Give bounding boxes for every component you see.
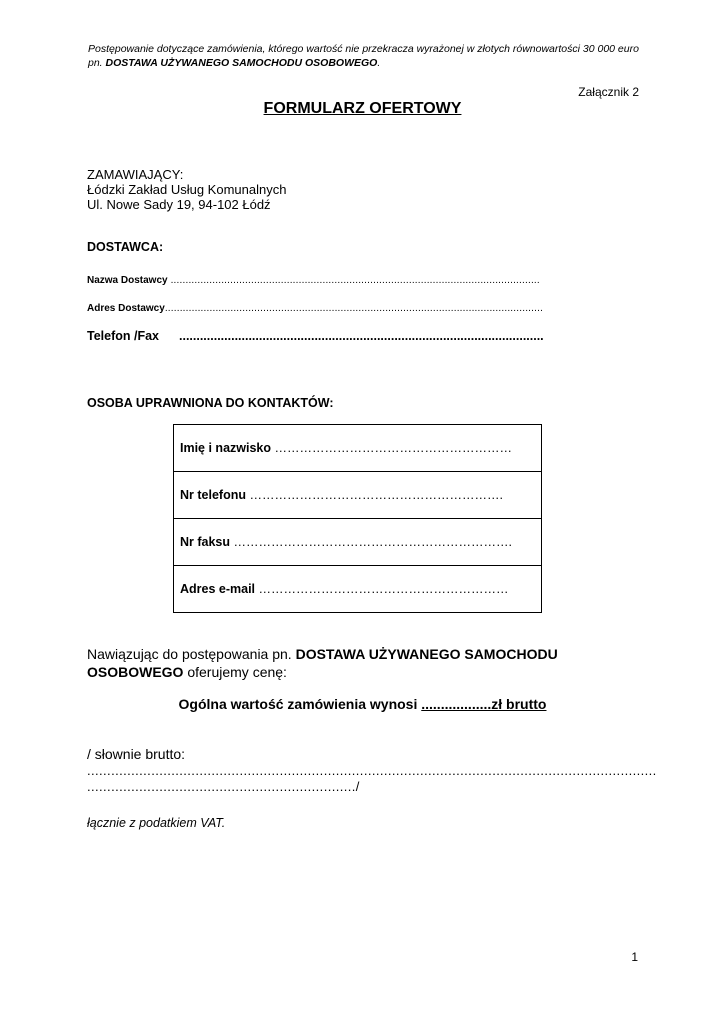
orderer-name: Łódzki Zakład Usług Komunalnych	[87, 182, 287, 197]
contact-phone-cell	[174, 472, 542, 519]
vat-note: łącznie z podatkiem VAT.	[87, 816, 226, 830]
supplier-name-label: Nazwa Dostawcy	[87, 275, 168, 286]
table-row	[174, 472, 542, 519]
page-title: FORMULARZ OFERTOWY	[263, 100, 462, 117]
header-note	[88, 42, 648, 70]
total-value-line	[0, 696, 725, 712]
table-row	[174, 519, 542, 566]
contact-phone-label: Nr telefonu	[180, 488, 246, 502]
amount-in-words-line-2: .................................................................../	[87, 779, 360, 794]
contact-email-dots: ……………………………………………………	[255, 582, 509, 596]
supplier-phone-label: Telefon /Fax	[87, 329, 160, 343]
annex-label: Załącznik 2	[578, 85, 639, 99]
contact-table	[173, 424, 542, 613]
contact-fax-cell	[174, 519, 542, 566]
offer-statement	[87, 645, 637, 681]
offer-subject: DOSTAWA UŻYWANEGO SAMOCHODU OSOBOWEGO	[87, 646, 558, 680]
contact-fax-dots: ………………………………………………………….	[230, 535, 512, 549]
supplier-heading: DOSTAWCA:	[87, 240, 164, 254]
offer-text-start: Nawiązując do postępowania pn.	[87, 646, 296, 662]
table-row	[174, 425, 542, 472]
offer-text-end: oferujemy cenę:	[183, 664, 287, 680]
contact-phone-dots: …………………………………………………….	[245, 488, 503, 502]
page-number: 1	[631, 950, 638, 964]
header-note-end: .	[377, 57, 381, 69]
orderer-address: Ul. Nowe Sady 19, 94-102 Łódź	[87, 197, 271, 212]
orderer-label: ZAMAWIAJĄCY:	[87, 167, 184, 182]
supplier-address-dots: ...............................................................................................................................	[164, 303, 544, 314]
supplier-phone-field	[87, 329, 544, 343]
total-value-label: Ogólna wartość zamówienia wynosi	[178, 696, 422, 712]
amount-in-words-label: / słownie brutto:	[87, 746, 186, 762]
contact-email-label: Adres e-mail	[180, 582, 256, 596]
amount-in-words-line-1: ..............................................................................................................................................	[87, 763, 657, 778]
supplier-name-dots: ............................................................................................................................	[167, 275, 540, 286]
contact-name-label: Imię i nazwisko	[180, 441, 272, 455]
header-note-text: Postępowanie dotyczące zamówienia, którego wartość nie przekracza wyrażonej w złotych równowartości 30 000 euro pn.	[88, 43, 639, 69]
supplier-phone-dots: .........................................................................................................	[179, 329, 544, 343]
contact-fax-label: Nr faksu	[180, 535, 231, 549]
contact-name-cell	[174, 425, 542, 472]
total-value-amount: ..................zł brutto	[421, 696, 547, 712]
contact-email-cell	[174, 566, 542, 613]
supplier-address-field	[87, 303, 543, 314]
header-note-subject: DOSTAWA UŻYWANEGO SAMOCHODU OSOBOWEGO	[105, 57, 378, 69]
table-row	[174, 566, 542, 613]
supplier-address-label: Adres Dostawcy	[87, 303, 165, 314]
contact-heading: OSOBA UPRAWNIONA DO KONTAKTÓW:	[87, 396, 334, 410]
supplier-name-field	[87, 275, 540, 286]
orderer-block	[87, 167, 286, 212]
contact-name-dots: …………………………………………………	[271, 441, 512, 455]
